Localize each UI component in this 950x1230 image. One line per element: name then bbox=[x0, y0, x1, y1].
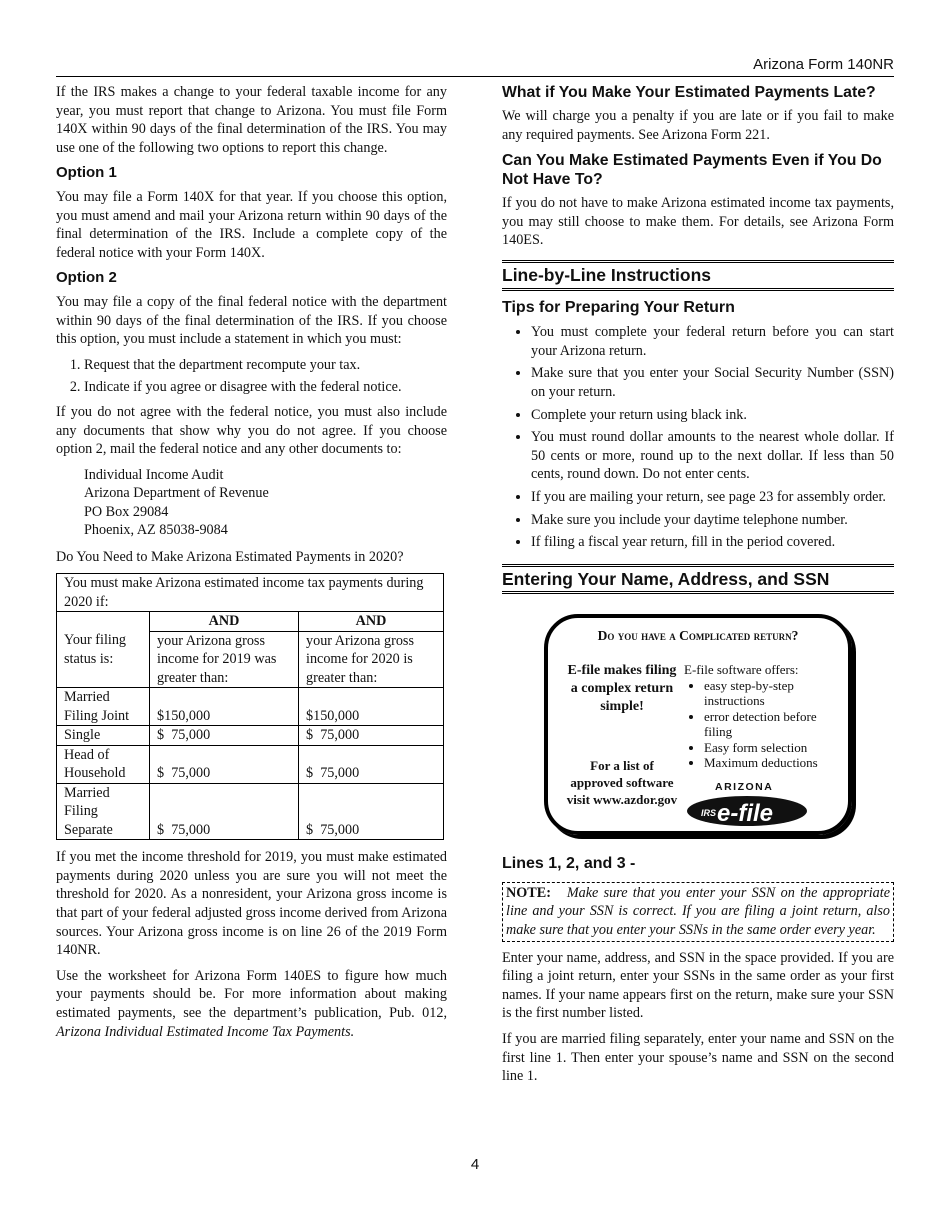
list-item: • You must round dollar amounts to the nearest whole dollar. If 50 cents or more, round up to the next dollar. If less than 50 cents, round down. Do not enter cents. bbox=[531, 428, 894, 484]
right-column bbox=[502, 83, 894, 1093]
option2-heading: Option 2 bbox=[56, 269, 117, 287]
publication-title: Arizona Individual Estimated Income Tax Payments. bbox=[56, 1023, 355, 1040]
option2-paragraph: You may file a copy of the final federal notice with the department within 90 days of the final determination of the IRS. If you choose this option, you must include a statement in which you must: bbox=[56, 293, 447, 348]
list-item: • error detection before filing bbox=[704, 709, 844, 740]
col3-header: your Arizona gross income for 2020 is greater than: bbox=[299, 631, 444, 688]
list-item: 2. Indicate if you agree or disagree with the federal notice. bbox=[84, 378, 447, 397]
income-2019-cell: $ 75,000 bbox=[150, 726, 299, 746]
address-line: Arizona Department of Revenue bbox=[84, 485, 269, 502]
status-cell: Head of Household bbox=[57, 745, 150, 783]
list-item: • If filing a fiscal year return, fill in the period covered. bbox=[531, 533, 894, 552]
efile-promo-box bbox=[544, 614, 852, 835]
income-2020-cell: $ 75,000 bbox=[299, 783, 444, 840]
status-cell: Married Filing Joint bbox=[57, 688, 150, 726]
statement-steps bbox=[56, 356, 447, 397]
and-label: AND bbox=[299, 612, 444, 632]
late-heading: What if You Make Your Estimated Payments Late? bbox=[502, 84, 876, 101]
table-row bbox=[57, 745, 444, 783]
option1-heading: Option 1 bbox=[56, 164, 117, 182]
enter-paragraph: Enter your name, address, and SSN in the space provided. If you are filing a joint return, enter your SSNs in the same order as your first names. If your name appears first on the return, make sure your SSN is the first number listed. bbox=[502, 949, 894, 1022]
promo-title: Do you have a Complicated return? bbox=[597, 628, 799, 644]
table-row bbox=[57, 574, 444, 612]
note-label: NOTE: bbox=[506, 884, 551, 901]
table-row bbox=[57, 726, 444, 746]
col1-header: Your filing status is: bbox=[64, 632, 127, 667]
arizona-wordmark: ARIZONA bbox=[715, 781, 774, 794]
disagree-paragraph: If you do not agree with the federal notice, you must also include any documents that show why you do not agree. If you choose option 2, mail the federal notice and any other documents to: bbox=[56, 403, 447, 458]
mailing-address bbox=[84, 466, 447, 540]
left-column bbox=[56, 83, 447, 1048]
threshold-paragraph: If you met the income threshold for 2019, you must make estimated payments during 2020 unless you are sure you will not meet the threshold for 2020. As a nonresident, your Arizona gross income is that part of your federal adjusted gross income derived from Arizona sources. Your Arizona gross income is on line 26 of the 2019 Form 140NR. bbox=[56, 849, 447, 959]
and-label: AND bbox=[150, 612, 299, 632]
list-item: • If you are mailing your return, see page 23 for assembly order. bbox=[531, 488, 894, 507]
income-2019-cell: $ 75,000 bbox=[150, 783, 299, 840]
note-text: Make sure that you enter your SSN on the appropriate line and your SSN is correct. If you are filing a joint return, also make sure that you enter your SSNs in the same order every year. bbox=[506, 884, 890, 939]
tips-heading: Tips for Preparing Your Return bbox=[502, 298, 735, 316]
promo-offers bbox=[684, 662, 844, 771]
offers-list bbox=[684, 678, 844, 771]
efile-logo-irs: IRS bbox=[701, 808, 717, 819]
table-caption: You must make Arizona estimated income tax payments during 2020 if: bbox=[57, 574, 444, 612]
estimated-question: Do You Need to Make Arizona Estimated Payments in 2020? bbox=[56, 548, 404, 565]
even-paragraph: If you do not have to make Arizona estimated income tax payments, you may still choose to make them. For details, see Arizona Form 140ES. bbox=[502, 195, 894, 249]
list-item: • Easy form selection bbox=[704, 740, 844, 756]
offers-heading: E-file software offers: bbox=[684, 662, 799, 678]
address-line: Individual Income Audit bbox=[84, 466, 224, 483]
status-cell: Married Filing Separate bbox=[57, 783, 150, 840]
separate-paragraph: If you are married filing separately, enter your name and SSN on the first line 1. Then enter your spouse’s name and SSN on the second line 1. bbox=[502, 1031, 894, 1085]
list-item: • Complete your return using black ink. bbox=[531, 406, 894, 425]
tips-list bbox=[502, 323, 894, 552]
efile-logo-text: e-file bbox=[717, 800, 774, 828]
worksheet-text: Use the worksheet for Arizona Form 140ES to figure how much your payments should be. For more information about making estimated payments, see the department’s publication, Pub. 012, bbox=[56, 967, 447, 1022]
page-number: 4 bbox=[470, 1156, 480, 1173]
intro-paragraph: If the IRS makes a change to your federal taxable income for any year, you must report that change to Arizona. You must file Form 140X within 90 days of the final determination of the IRS. You may use one of the following two options to report this change. bbox=[56, 84, 447, 156]
income-2020-cell: $ 75,000 bbox=[299, 745, 444, 783]
list-item: • You must complete your federal return before you can start your Arizona return. bbox=[531, 323, 894, 360]
entering-heading: Entering Your Name, Address, and SSN bbox=[502, 564, 894, 595]
worksheet-paragraph bbox=[56, 967, 447, 1041]
ssn-note bbox=[502, 882, 894, 942]
table-row bbox=[57, 783, 444, 840]
list-item: • Make sure you include your daytime telephone number. bbox=[531, 511, 894, 530]
promo-list-label: For a list of approved software visit www.azdor.gov bbox=[566, 758, 678, 807]
late-paragraph: We will charge you a penalty if you are late or if you fail to make any required payments. See Arizona Form 221. bbox=[502, 108, 894, 143]
table-row bbox=[57, 688, 444, 726]
status-cell: Single bbox=[57, 726, 150, 746]
income-2019-cell: $ 75,000 bbox=[150, 745, 299, 783]
income-2020-cell: $150,000 bbox=[299, 688, 444, 726]
table-header-cell bbox=[57, 612, 150, 688]
income-2020-cell: $ 75,000 bbox=[299, 726, 444, 746]
option1-paragraph: You may file a Form 140X for that year. If you choose this option, you must amend and mail your Arizona return within 90 days of the final determination of the IRS. Include a complete copy of the federal notice with your Form 140X. bbox=[56, 188, 447, 261]
list-item: 1. Request that the department recompute your tax. bbox=[84, 356, 447, 375]
list-item: • Maximum deductions bbox=[704, 755, 844, 771]
income-2019-cell: $150,000 bbox=[150, 688, 299, 726]
promo-tagline: E-file makes filing a complex return simple! bbox=[567, 663, 677, 715]
lines-heading: Lines 1, 2, and 3 - bbox=[502, 855, 636, 873]
col2-header: your Arizona gross income for 2019 was greater than: bbox=[150, 631, 299, 688]
threshold-table bbox=[56, 573, 444, 840]
address-line: Phoenix, AZ 85038-9084 bbox=[84, 522, 228, 539]
line-by-line-heading: Line-by-Line Instructions bbox=[502, 260, 894, 291]
table-row bbox=[57, 612, 444, 632]
form-title: Arizona Form 140NR bbox=[753, 56, 894, 73]
efile-logo-icon bbox=[685, 794, 810, 828]
list-item: • easy step-by-step instructions bbox=[704, 678, 844, 709]
list-item: • Make sure that you enter your Social Security Number (SSN) on your return. bbox=[531, 364, 894, 401]
address-line: PO Box 29084 bbox=[84, 503, 169, 520]
even-heading: Can You Make Estimated Payments Even if You Do Not Have To? bbox=[502, 152, 882, 189]
header-rule bbox=[56, 76, 894, 77]
